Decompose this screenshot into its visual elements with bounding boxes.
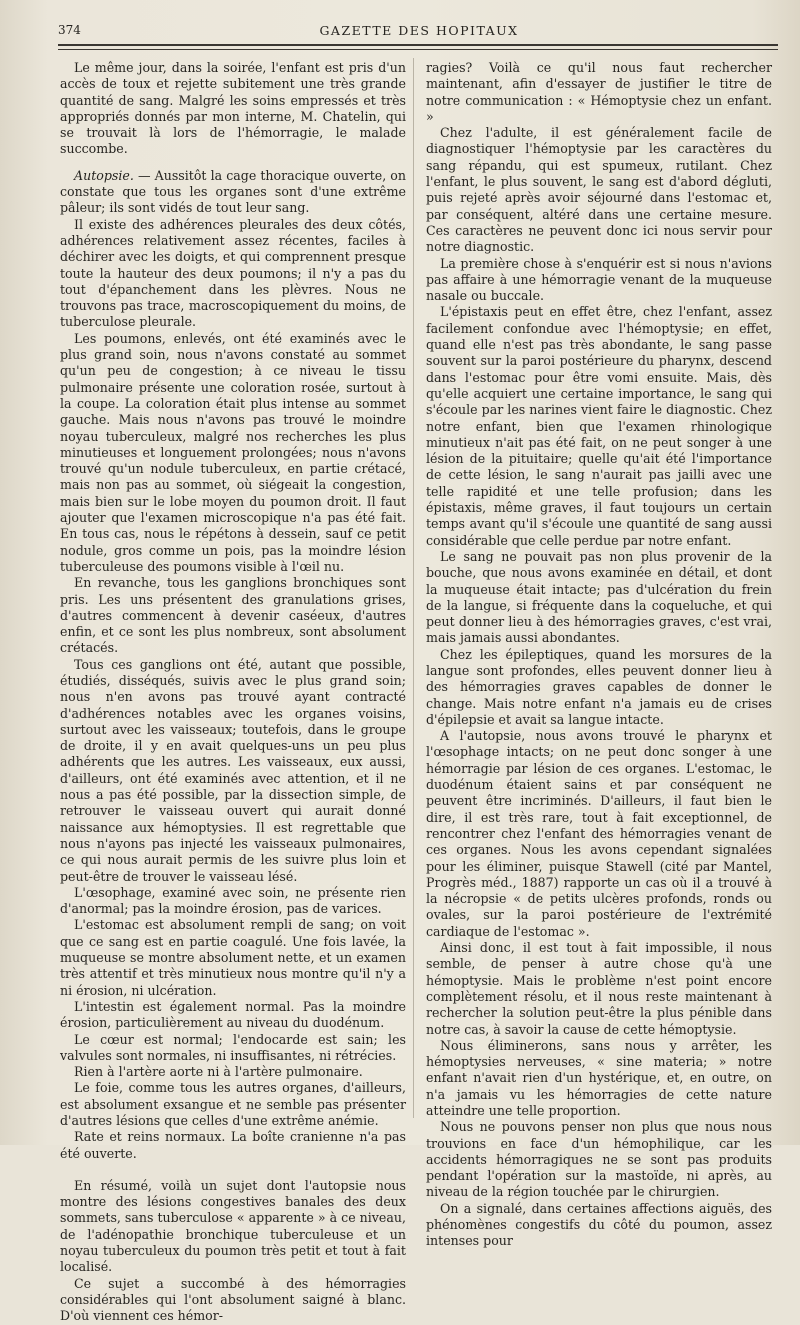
header-rule-thick: [58, 44, 778, 46]
paragraph: Chez les épileptiques, quand les morsures de la langue sont profondes, elles peuvent donner lieu à des hémorragies graves capables de donner le change. Mais notre enfant n'a jamais eu de crises d'épilepsie et avait sa langue intacte.: [426, 646, 772, 727]
paragraph: L'intestin est également normal. Pas la moindre érosion, particulièrement au niveau du duodénum.: [60, 998, 406, 1031]
paragraph: ragies? Voilà ce qu'il nous faut rechercher maintenant, afin d'essayer de justifier le titre de notre communication : « Hémoptysie chez un enfant. »: [426, 60, 772, 124]
header-rule-thin: [58, 49, 778, 50]
paragraph: Nous ne pouvons penser non plus que nous nous trouvions en face d'un hémophilique, car les accidents hémorragiques ne se sont pas produits pendant l'opération sur la mastoïde, ni après, au niveau de la région touchée par le chirurgien.: [426, 1119, 772, 1200]
paragraph: Ainsi donc, il est tout à fait impossible, il nous semble, de penser à autre chose qu'à une hémoptysie. Mais le problème n'est point encore complètement résolu, et il nous reste maintenant à rechercher la solution peut-être la plus pénible dans notre cas, à savoir la cause de cette hémoptysie.: [426, 940, 772, 1037]
page-header: [58, 20, 780, 44]
paragraph: Tous ces ganglions ont été, autant que possible, étudiés, disséqués, suivis avec le plus grand soin; nous n'en avons pas trouvé ayant contracté d'adhérences notables avec les organes voisins, surtout avec les vaisseaux; toutefois, dans le groupe de droite, il y en avait quelques-uns un peu plus adhérents que les autres. Les vaisseaux, eux aussi, d'ailleurs, ont été examinés avec attention, et il ne nous a pas été possible, par la dissection simple, de retrouver le vaisseau ouvert qui aurait donné naissance aux hémoptysies. Il est regrettable que nous n'ayons pas injecté les vaisseaux pulmonaires, ce qui nous aurait permis de les suivre plus loin et peut-être de trouver le vaisseau lésé.: [60, 656, 406, 884]
paragraph: Le même jour, dans la soirée, l'enfant est pris d'un accès de toux et rejette subitement une très grande quantité de sang. Malgré les soins empressés et très appropriés donnés par mon interne, M. Chatelin, qui se trouvait là lors de l'hémorragie, le malade succombe.: [60, 60, 406, 157]
paragraph-text: — Aussitôt la cage thoracique ouverte, on constate que tous les organes sont d'une extrême pâleur; ils sont vidés de tout leur sang.: [60, 167, 406, 216]
paragraph: Le sang ne pouvait pas non plus provenir de la bouche, que nous avons examinée en détail, et dont la muqueuse était intacte; pas d'ulcération du frein de la langue, si fréquente dans la coqueluche, et qui peut donner lieu à des hémorragies graves, c'est vrai, mais jamais aussi abondantes.: [426, 548, 772, 646]
paragraph: Le cœur est normal; l'endocarde est sain; les valvules sont normales, ni insuffisantes, ni rétrécies.: [60, 1031, 406, 1063]
column-divider: [413, 58, 414, 1118]
autopsy-label: Autopsie.: [74, 167, 134, 183]
paragraph: L'épistaxis peut en effet être, chez l'enfant, assez facilement confondue avec l'hémoptysie; en effet, quand elle n'est pas très abondante, le sang passe souvent sur la paroi postérieure du pharynx, descend dans l'estomac pour être vomi ensuite. Mais, dès qu'elle acquiert une certaine importance, le sang qui s'écoule par les narines vient faire le diagnostic. Chez notre enfant, bien que l'examen rhinologique minutieux n'ait pas été fait, on ne peut songer à une lésion de la pituitaire; quelle qu'ait été l'importance de cette lésion, le sang n'aurait pas jailli avec une telle rapidité et une telle profusion; dans les épistaxis, même graves, il faut toujours un certain temps avant qu'il s'écoule une quantité de sang aussi considérable que celle perdue par notre enfant.: [426, 304, 772, 548]
paragraph: Rate et reins normaux. La boîte cranienne n'a pas été ouverte.: [60, 1129, 406, 1161]
right-column: [426, 60, 772, 1250]
paragraph: L'estomac est absolument rempli de sang; on voit que ce sang est en partie coagulé. Une fois lavée, la muqueuse se montre absolument nette, et un examen très attentif et très minutieux nous montre qu'il n'y a ni érosion, ni ulcération.: [60, 917, 406, 998]
journal-title: GAZETTE DES HOPITAUX: [319, 23, 519, 38]
paragraph: Rien à l'artère aorte ni à l'artère pulmonaire.: [74, 1064, 363, 1080]
page-number: 374: [58, 23, 81, 37]
paragraph: Ce sujet a succombé à des hémorragies considérables qui l'ont absolument saigné à blanc. D'où viennent ces hémor-: [60, 1275, 406, 1324]
paragraph: On a signalé, dans certaines affections aiguës, des phénomènes congestifs du côté du poumon, assez intenses pour: [426, 1200, 772, 1249]
paragraph: La première chose à s'enquérir est si nous n'avions pas affaire à une hémorragie venant de la muqueuse nasale ou buccale.: [426, 255, 772, 304]
paragraph: Les poumons, enlevés, ont été examinés avec le plus grand soin, nous n'avons constaté au sommet qu'un peu de congestion; à ce niveau le tissu pulmonaire présente une coloration rosée, surtout à la coupe. La coloration était plus intense au sommet gauche. Mais nous n'avons pas trouvé le moindre noyau tuberculeux, malgré nos recherches les plus minutieuses et longuement prolongées; nous n'avons trouvé qu'un nodule tuberculeux, en partie crétacé, mais non pas au sommet, où siégeait la congestion, mais bien sur le lobe moyen du poumon droit. Il faut ajouter que l'examen microscopique n'a pas été fait. En tous cas, nous le répétons à dessein, sauf ce petit nodule, gros comme un pois, pas la moindre lésion tuberculeuse des poumons visible à l'œil nu.: [60, 330, 406, 574]
paragraph: Nous éliminerons, sans nous y arrêter, les hémoptysies nerveuses, « sine materia; » notre enfant n'avait rien d'un hystérique, et, en outre, on n'a jamais vu les hémorragies de cette nature atteindre une telle proportion.: [426, 1037, 772, 1118]
paragraph: En résumé, voilà un sujet dont l'autopsie nous montre des lésions congestives banales des deux sommets, sans tuberculose « apparente » à ce niveau, de l'adénopathie bronchique tuberculeuse et un noyau tuberculeux du poumon très petit et tout à fait localisé.: [60, 1177, 406, 1275]
left-column: [60, 60, 406, 1325]
paragraph: Chez l'adulte, il est généralement facile de diagnostiquer l'hémoptysie par les caractères du sang répandu, qui est spumeux, rutilant. Chez l'enfant, le plus souvent, le sang est d'abord dégluti, puis rejeté après avoir séjourné dans l'estomac et, par conséquent, altéré dans une certaine mesure. Ces caractères ne peuvent donc ici nous servir pour notre diagnostic.: [426, 125, 772, 255]
paragraph: L'œsophage, examiné avec soin, ne présente rien d'anormal; pas la moindre érosion, pas de varices.: [60, 884, 406, 917]
paragraph: [60, 168, 406, 217]
paragraph: A l'autopsie, nous avons trouvé le pharynx et l'œsophage intacts; on ne peut donc songer à une hémorragie par lésion de ces organes. L'estomac, le duodénum étaient sains et par conséquent ne peuvent être incriminés. D'ailleurs, il faut bien le dire, il est très rare, tout à fait exceptionnel, de rencontrer chez l'enfant des hémorragies venant de ces organes. Nous les avons cependant signalées pour les éliminer, puisque Stawell (cité par Mantel, Progrès méd., 1887) rapporte un cas où il a trouvé à la nécropsie « de petits ulcères profonds, ronds ou ovales, sur la paroi postérieure de l'extrémité cardiaque de l'estomac ».: [426, 728, 772, 939]
paragraph: En revanche, tous les ganglions bronchiques sont pris. Les uns présentent des granulations grises, d'autres commencent à devenir caséeux, d'autres enfin, et ce sont les plus nombreux, sont absolument crétacés.: [60, 575, 406, 656]
paragraph: Le foie, comme tous les autres organes, d'ailleurs, est absolument exsangue et ne semble pas présenter d'autres lésions que celles d'une extrême anémie.: [60, 1080, 406, 1128]
paragraph: Il existe des adhérences pleurales des deux côtés, adhérences relativement assez récentes, faciles à déchirer avec les doigts, et qui comprennent presque toute la hauteur des deux poumons; il n'y a pas du tout d'épanchement dans les plèvres. Nous ne trouvons pas trace, macroscopiquement du moins, de tuberculose pleurale.: [60, 216, 406, 330]
